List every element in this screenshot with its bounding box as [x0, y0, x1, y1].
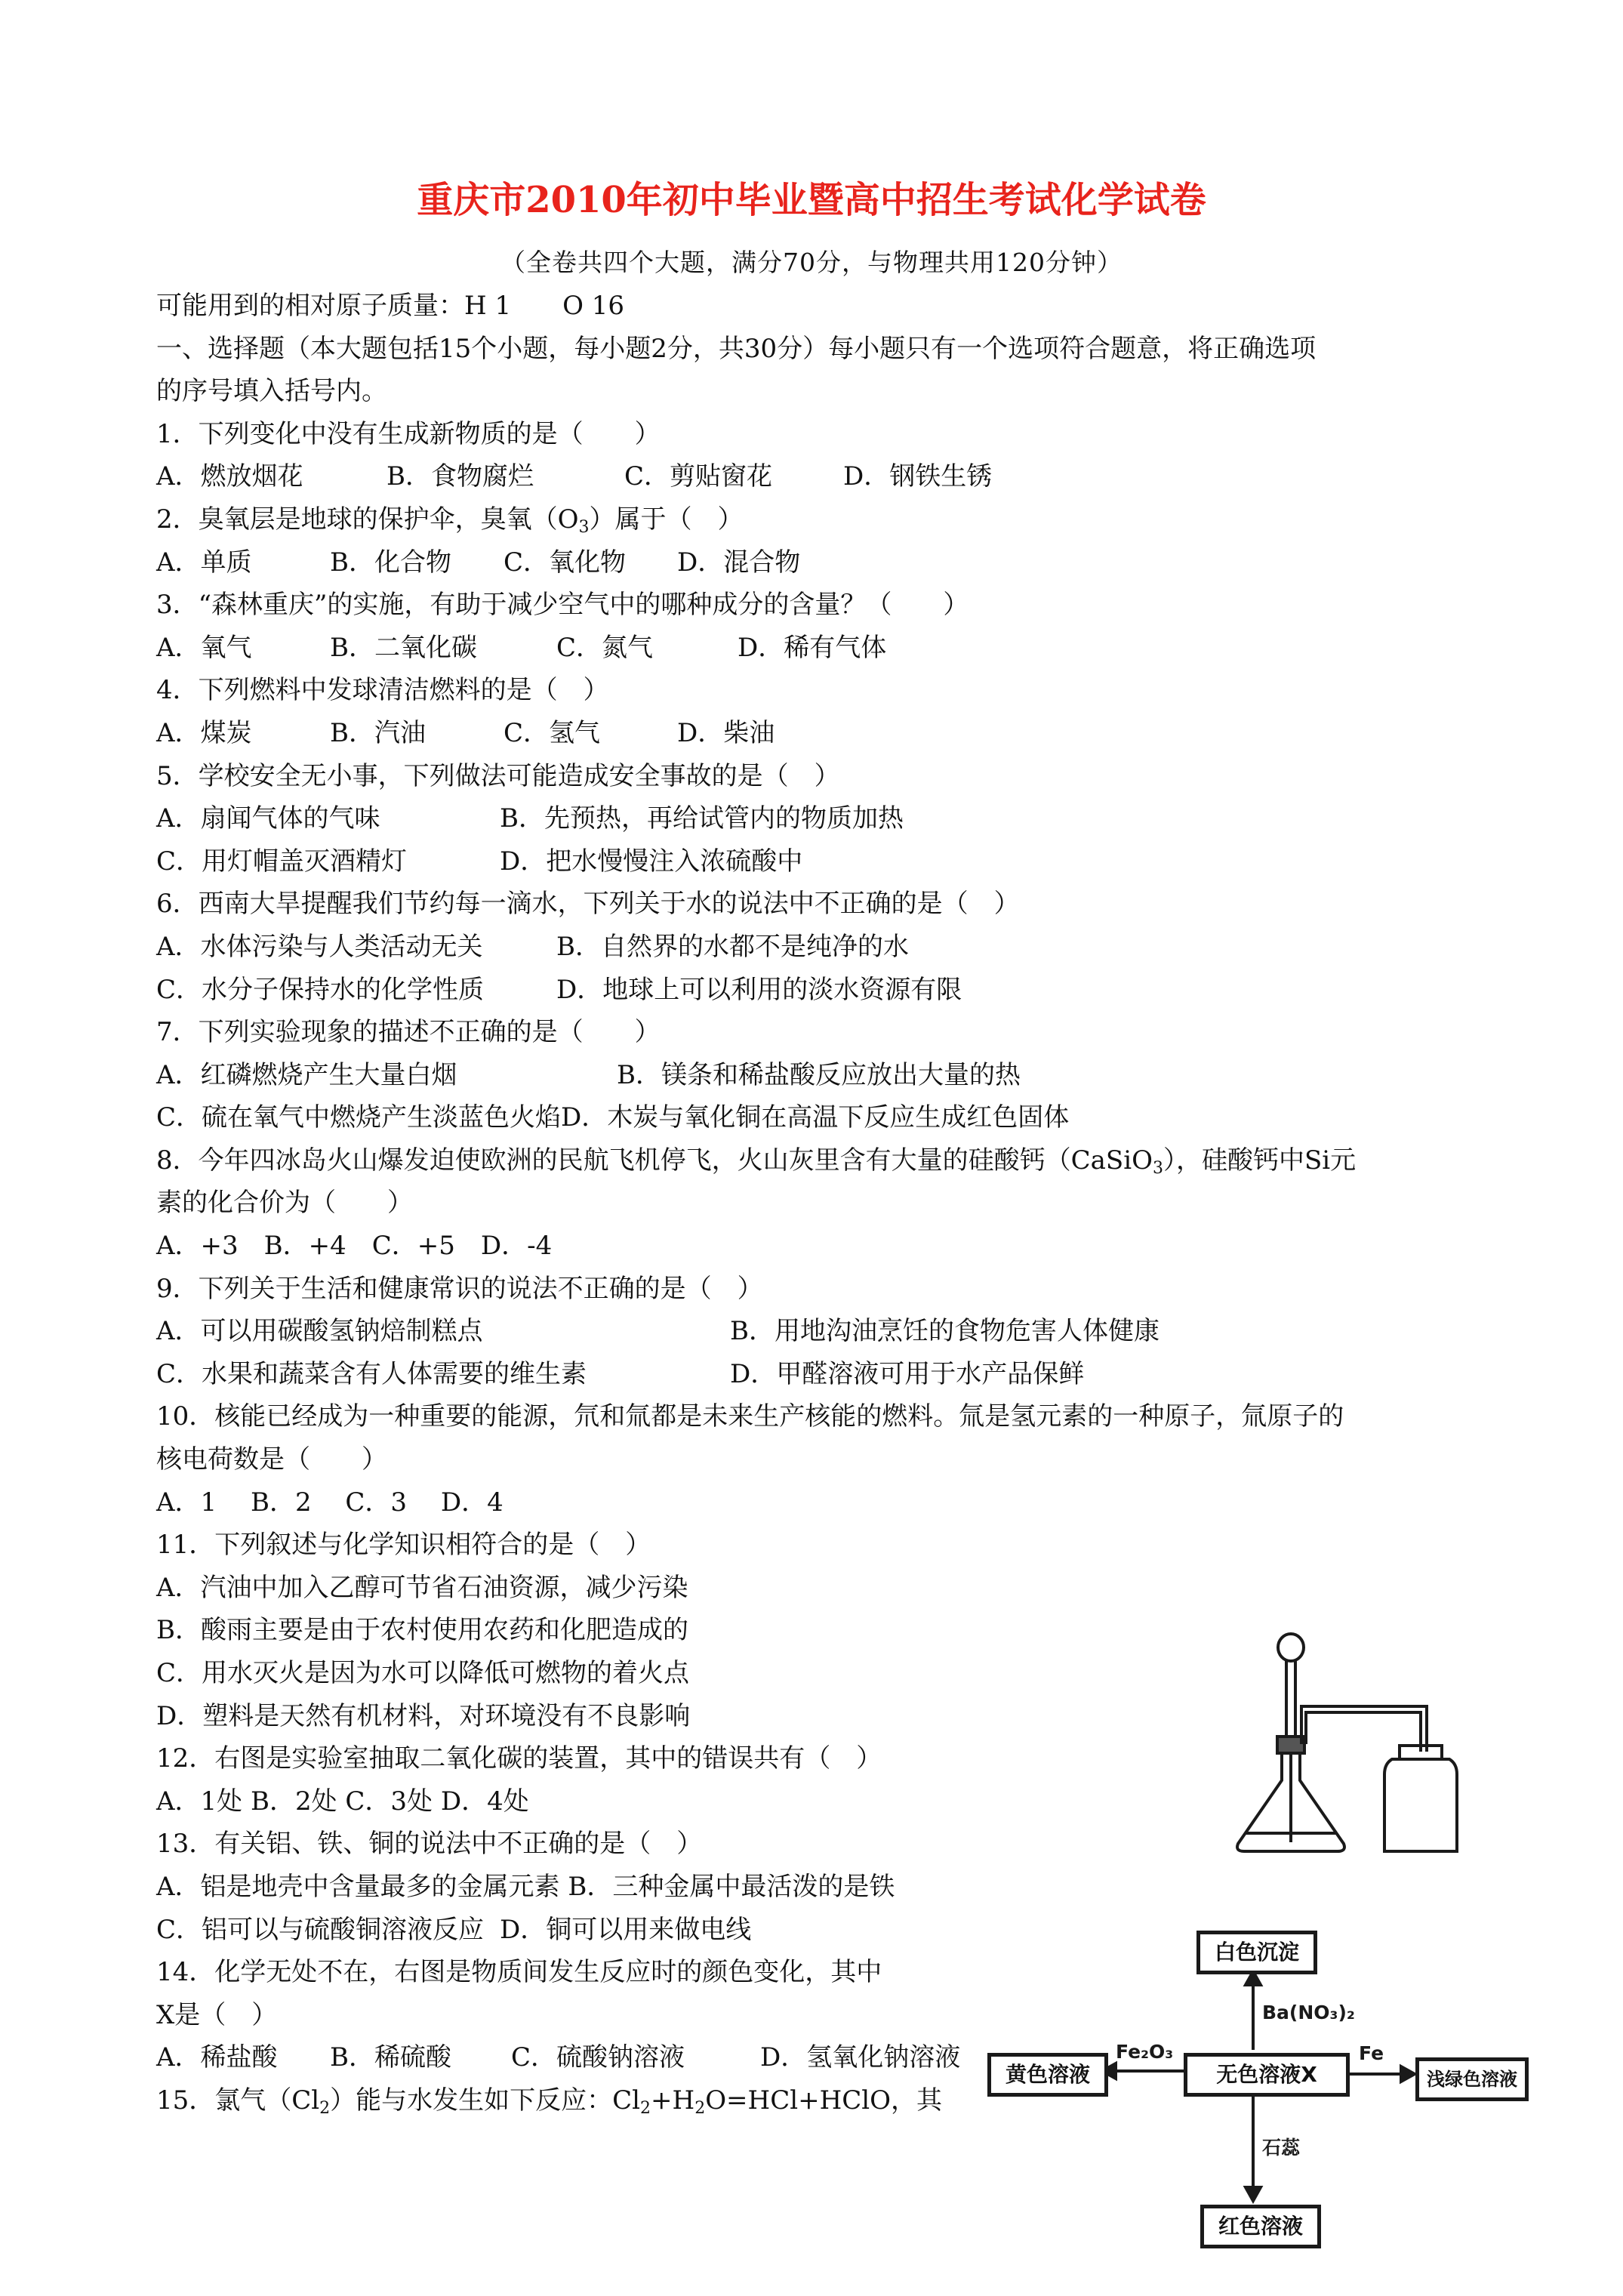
option-d: D．地球上可以利用的淡水资源有限: [556, 974, 962, 1005]
question-4-stem: 4．下列燃料中发球清洁燃料的是（ ）: [156, 675, 609, 706]
page-title: 重庆市2010年初中毕业暨高中招生考试化学试卷: [417, 179, 1206, 221]
question-10-options: A．1 B．2 C．3 D．4: [156, 1487, 504, 1518]
yellow-solution-box: 黄色溶液: [987, 2053, 1108, 2097]
section-intro: 的序号填入括号内。: [156, 376, 387, 407]
option-b: B．用地沟油烹饪的食物危害人体健康: [730, 1316, 1160, 1347]
question-8-options: A．+3 B．+4 C．+5 D．-4: [156, 1231, 553, 1262]
question-3-stem: 3．“森林重庆”的实施，有助于减少空气中的哪种成分的含量？（ ）: [156, 590, 969, 621]
question-14-stem: 14．化学无处不在，右图是物质间发生反应时的颜色变化，其中: [156, 1957, 882, 1988]
question-7-options: [156, 1096, 1485, 1139]
red-solution-box: 红色溶液: [1200, 2205, 1321, 2248]
gas-collecting-bottle: [1384, 1759, 1457, 1851]
question-5-stem: 5．学校安全无小事，下列做法可能造成安全事故的是（ ）: [156, 760, 840, 791]
option-b: B．化合物: [330, 547, 451, 578]
option-a: A．燃放烟花: [156, 461, 303, 492]
option-c: C．氮气: [556, 632, 654, 663]
option-c: C．用水灭火是因为水可以降低可燃物的着火点: [156, 1658, 690, 1688]
question-9-options: [156, 1310, 1485, 1353]
option-d: D．柴油: [677, 717, 775, 748]
option-a: A．煤炭: [156, 717, 252, 748]
question-6-options: [156, 969, 1485, 1012]
reagent-label-litmus: 石蕊: [1262, 2137, 1301, 2159]
option-a: A．水体污染与人类活动无关: [156, 931, 483, 962]
atomic-mass-line: 可能用到的相对原子质量：H 1 O 16: [156, 291, 625, 321]
question-12-stem: 12．右图是实验室抽取二氧化碳的装置，其中的错误共有（ ）: [156, 1743, 882, 1774]
option-b: B．酸雨主要是由于农村使用农药和化肥造成的: [156, 1615, 688, 1646]
question-14-stem: X是（ ）: [156, 1999, 278, 2030]
white-precipitate-box: 白色沉淀: [1196, 1931, 1317, 1974]
question-7-stem: 7．下列实验现象的描述不正确的是（ ）: [156, 1017, 661, 1048]
option-c: C．剪贴窗花: [624, 461, 773, 492]
option-c: C．硫酸钠溶液: [511, 2042, 685, 2073]
option-c: C．氧化物: [504, 547, 627, 578]
question-3-options: [156, 627, 1485, 670]
question-7-options: [156, 1054, 1485, 1097]
option-c: C．用灯帽盖灭酒精灯: [156, 846, 408, 877]
co2-apparatus-figure: [1208, 1631, 1464, 1865]
reagent-label-fe2o3: Fe₂O₃: [1116, 2041, 1174, 2063]
section-intro: 一、选择题（本大题包括15个小题，每小题2分，共30分）每小题只有一个选项符合题意，将正确选项: [156, 333, 1317, 364]
option-d: D．稀有气体: [738, 632, 887, 663]
option-a: A．稀盐酸: [156, 2042, 278, 2073]
question-1-options: [156, 455, 1485, 498]
light-green-solution-box: 浅绿色溶液: [1415, 2057, 1529, 2101]
option-d: D．木炭与氧化铜在高温下反应生成红色固体: [561, 1102, 1070, 1133]
option-a: A．汽油中加入乙醇可节省石油资源，减少污染: [156, 1572, 688, 1603]
option-d: D．甲醛溶液可用于水产品保鲜: [730, 1358, 1085, 1389]
exam-instructions: （全卷共四个大题，满分70分，与物理共用120分钟）: [500, 248, 1123, 277]
option-b: B．食物腐烂: [387, 461, 534, 492]
option-d: D．铜可以用来做电线: [500, 1914, 752, 1945]
option-a: A．可以用碳酸氢钠焙制糕点: [156, 1316, 483, 1347]
option-b: B．自然界的水都不是纯净的水: [556, 931, 909, 962]
option-a: A．氧气: [156, 632, 252, 663]
question-8-stem: 8．今年四冰岛火山爆发迫使欧洲的民航飞机停飞，火山灰里含有大量的硅酸钙（CaSiO$_3$），硅酸钙中Si元: [156, 1145, 1357, 1178]
question-11-stem: 11．下列叙述与化学知识相符合的是（ ）: [156, 1530, 651, 1561]
option-b: B．稀硫酸: [330, 2042, 451, 2073]
question-2-stem: 2．臭氧层是地球的保护伞，臭氧$(O_3)$属于（ ）: [156, 504, 744, 537]
question-13-options: A．铝是地壳中含量最多的金属元素 B．三种金属中最活泼的是铁: [156, 1871, 895, 1902]
question-8-stem: 素的化合价为（ ）: [156, 1188, 413, 1219]
question-5-options: [156, 840, 1485, 883]
question-12-options: A．1处 B．2处 C．3处 D．4处: [156, 1786, 529, 1817]
question-2-options: [156, 541, 1485, 584]
option-b: B．镁条和稀盐酸反应放出大量的热: [617, 1059, 1021, 1090]
question-9-stem: 9．下列关于生活和健康常识的说法不正确的是（ ）: [156, 1273, 763, 1304]
reaction-diagram: [981, 1929, 1525, 2257]
question-15-stem: 15．氯气$(Cl_2)$能与水发生如下反应：$Cl_2+H_2O=HCl+HClO$，其: [156, 2085, 942, 2118]
option-c: C．水果和蔬菜含有人体需要的维生素: [156, 1358, 587, 1389]
question-4-options: [156, 712, 1485, 755]
question-6-stem: 6．西南大旱提醒我们节约每一滴水，下列关于水的说法中不正确的是（ ）: [156, 889, 1020, 920]
option-d: D．塑料是天然有机材料，对环境没有不良影响: [156, 1700, 691, 1731]
question-9-options: [156, 1353, 1485, 1396]
option-d: D．把水慢慢注入浓硫酸中: [500, 846, 803, 877]
funnel-bulb: [1278, 1634, 1304, 1661]
option-b: B．二氧化碳: [330, 632, 477, 663]
question-1-stem: 1．下列变化中没有生成新物质的是（ ）: [156, 418, 661, 449]
reagent-label-fe: Fe: [1359, 2042, 1384, 2064]
option-a: A．扇闻气体的气味: [156, 803, 380, 834]
option-a: A．红磷燃烧产生大量白烟: [156, 1059, 457, 1090]
question-6-options: [156, 926, 1485, 969]
option-b: B．先预热，再给试管内的物质加热: [500, 803, 904, 834]
reagent-label-ba-no3: Ba(NO₃)₂: [1262, 2002, 1355, 2023]
question-10-stem: 10．核能已经成为一种重要的能源，氘和氚都是未来生产核能的燃料。氚是氢元素的一种原子，氚原子的: [156, 1401, 1344, 1432]
question-13-stem: 13．有关铝、铁、铜的说法中不正确的是（ ）: [156, 1829, 703, 1860]
option-b: B．汽油: [330, 717, 426, 748]
option-c: C．硫在氧气中燃烧产生淡蓝色火焰: [156, 1102, 562, 1133]
option-d: D．混合物: [677, 547, 801, 578]
option-d: D．钢铁生锈: [843, 461, 993, 492]
option-c: C．氢气: [504, 717, 601, 748]
option-c: C．水分子保持水的化学性质: [156, 974, 485, 1005]
option-c: C．铝可以与硫酸铜溶液反应: [156, 1914, 485, 1945]
option-a: A．单质: [156, 547, 252, 578]
question-5-options: [156, 797, 1485, 840]
question-10-stem: 核电荷数是（ ）: [156, 1444, 387, 1475]
colourless-solution-x-box: 无色溶液X: [1184, 2053, 1350, 2097]
option-d: D．氢氧化钠溶液: [760, 2042, 961, 2073]
